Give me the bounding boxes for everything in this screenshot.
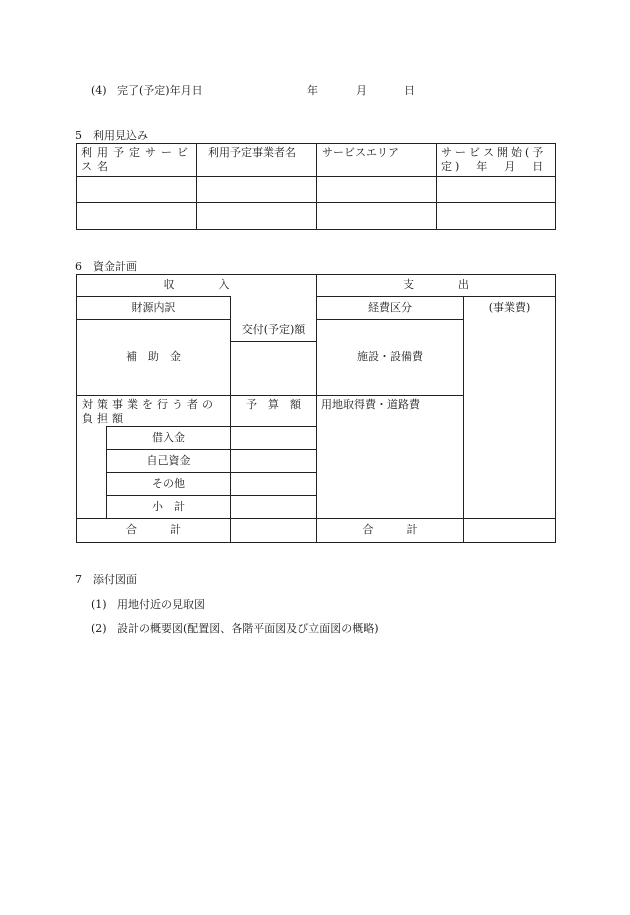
table-cell	[77, 177, 196, 202]
expense-category-label: 経費区分	[368, 301, 412, 314]
table-cell	[77, 203, 196, 229]
attachments-heading: 7 添付図面	[75, 573, 137, 586]
source-breakdown-label: 財源内訳	[131, 301, 176, 314]
completion-year: 年	[307, 84, 318, 97]
burden-amount-label: 対策事業を行う者の負担額	[82, 398, 217, 425]
burden-item-loan: 借入金	[152, 431, 185, 444]
subsidy-label: 補 助 金	[126, 350, 181, 363]
funding-plan-heading: 6 資金計画	[75, 260, 137, 273]
column-header-service-start: サービス開始(予定) 年 月 日	[441, 146, 547, 173]
table-cell	[437, 177, 555, 202]
table-cell	[197, 203, 316, 229]
attachment-number: (2)	[91, 622, 107, 635]
grant-amount-label: 交付(予定)額	[241, 323, 306, 336]
column-header-service-name: 利用予定サービス名	[81, 146, 193, 173]
usage-outlook-heading: 5 利用見込み	[75, 129, 148, 142]
table-cell	[197, 177, 316, 202]
total-right-label: 合 計	[362, 523, 418, 536]
land-road-cost-label: 用地取得費・道路費	[321, 398, 420, 411]
burden-item-subtotal: 小 計	[152, 500, 185, 513]
budget-amount-label: 予 算 額	[246, 398, 301, 411]
completion-month: 月	[356, 84, 367, 97]
expense-header: 支 出	[403, 278, 469, 291]
table-cell	[317, 203, 436, 229]
table-cell	[317, 177, 436, 202]
column-header-provider-name: 利用予定事業者名	[208, 146, 296, 159]
burden-item-own-funds: 自己資金	[146, 454, 191, 467]
completion-number: (4)	[91, 84, 107, 97]
completion-day: 日	[404, 84, 415, 97]
project-cost-label: (事業費)	[488, 301, 531, 314]
column-header-service-area: サービスエリア	[322, 146, 399, 159]
attachment-item: 設計の概要図(配置図、各階平面図及び立面図の概略)	[117, 622, 379, 635]
attachment-number: (1)	[91, 598, 107, 611]
burden-item-other: その他	[152, 477, 185, 490]
total-left-label: 合 計	[126, 523, 181, 536]
table-cell	[437, 203, 555, 229]
completion-label: 完了(予定)年月日	[117, 84, 203, 97]
income-header: 収 入	[163, 278, 230, 291]
attachment-item: 用地付近の見取図	[117, 598, 205, 611]
facility-cost-label: 施設・設備費	[357, 350, 423, 363]
